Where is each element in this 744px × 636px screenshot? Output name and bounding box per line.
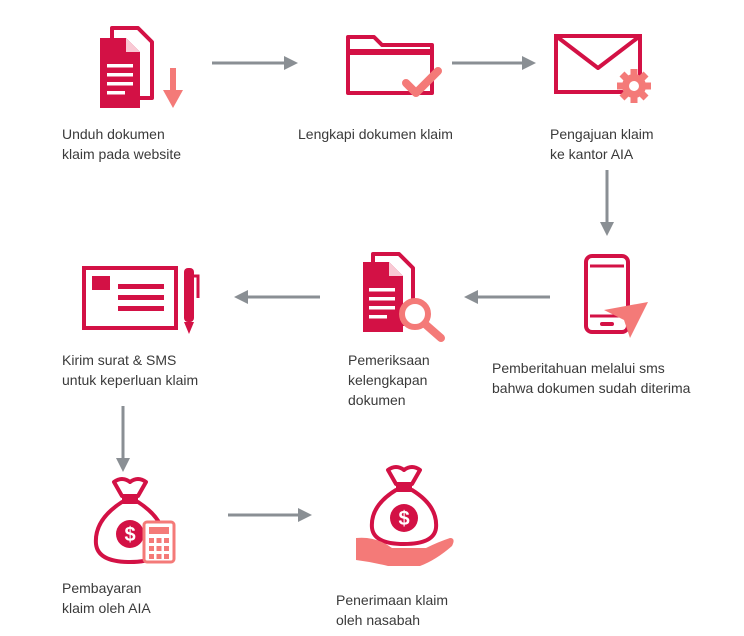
svg-text:$: $ [398,508,410,530]
card-pen-icon [76,262,216,342]
arrow-right [228,508,312,522]
step-6-label [62,350,198,390]
step-1-line-2: klaim pada website [62,146,182,162]
step-5-line-2: kelengkapan [348,372,428,388]
step-8-line-2: oleh nasabah [336,612,421,628]
step-8-label [336,590,448,630]
step-3-line-2: ke kantor AIA [550,146,634,162]
step-1-line-1: Unduh dokumen [62,126,165,142]
money-bag-hand-icon [352,462,462,574]
arrow-right [452,56,536,70]
step-8-line-1: Penerimaan klaim [336,592,449,608]
money-bag-calculator-icon [86,474,196,569]
step-5-line-3: dokumen [348,392,406,408]
phone-send-icon [578,252,658,342]
step-2-line-1: Lengkapi dokumen klaim [298,126,453,142]
step-4-line-2: bahwa dokumen sudah diterima [492,380,691,396]
download-document-icon [90,20,190,115]
step-5-line-1: Pemeriksaan [348,352,430,368]
step-6-line-2: untuk keperluan klaim [62,372,199,388]
arrow-left [234,290,320,304]
step-3-line-1: Pengajuan klaim [550,126,654,142]
arrow-left [464,290,550,304]
document-magnifier-icon [355,248,455,343]
step-7-line-2: klaim oleh AIA [62,600,151,616]
step-7-line-1: Pembayaran [62,580,142,596]
step-5-label [348,350,430,410]
envelope-gear-icon [550,28,660,108]
folder-check-icon [340,25,450,105]
step-3-label [550,124,654,164]
arrow-down [116,406,130,472]
svg-text:$: $ [124,524,136,546]
step-1-label [62,124,181,164]
step-4-line-1: Pemberitahuan melalui sms [492,360,665,376]
step-6-line-1: Kirim surat & SMS [62,352,177,368]
arrow-down [600,170,614,236]
step-7-label [62,578,151,618]
step-4-label [492,358,690,398]
step-2-label [298,124,453,144]
arrow-right [212,56,298,70]
